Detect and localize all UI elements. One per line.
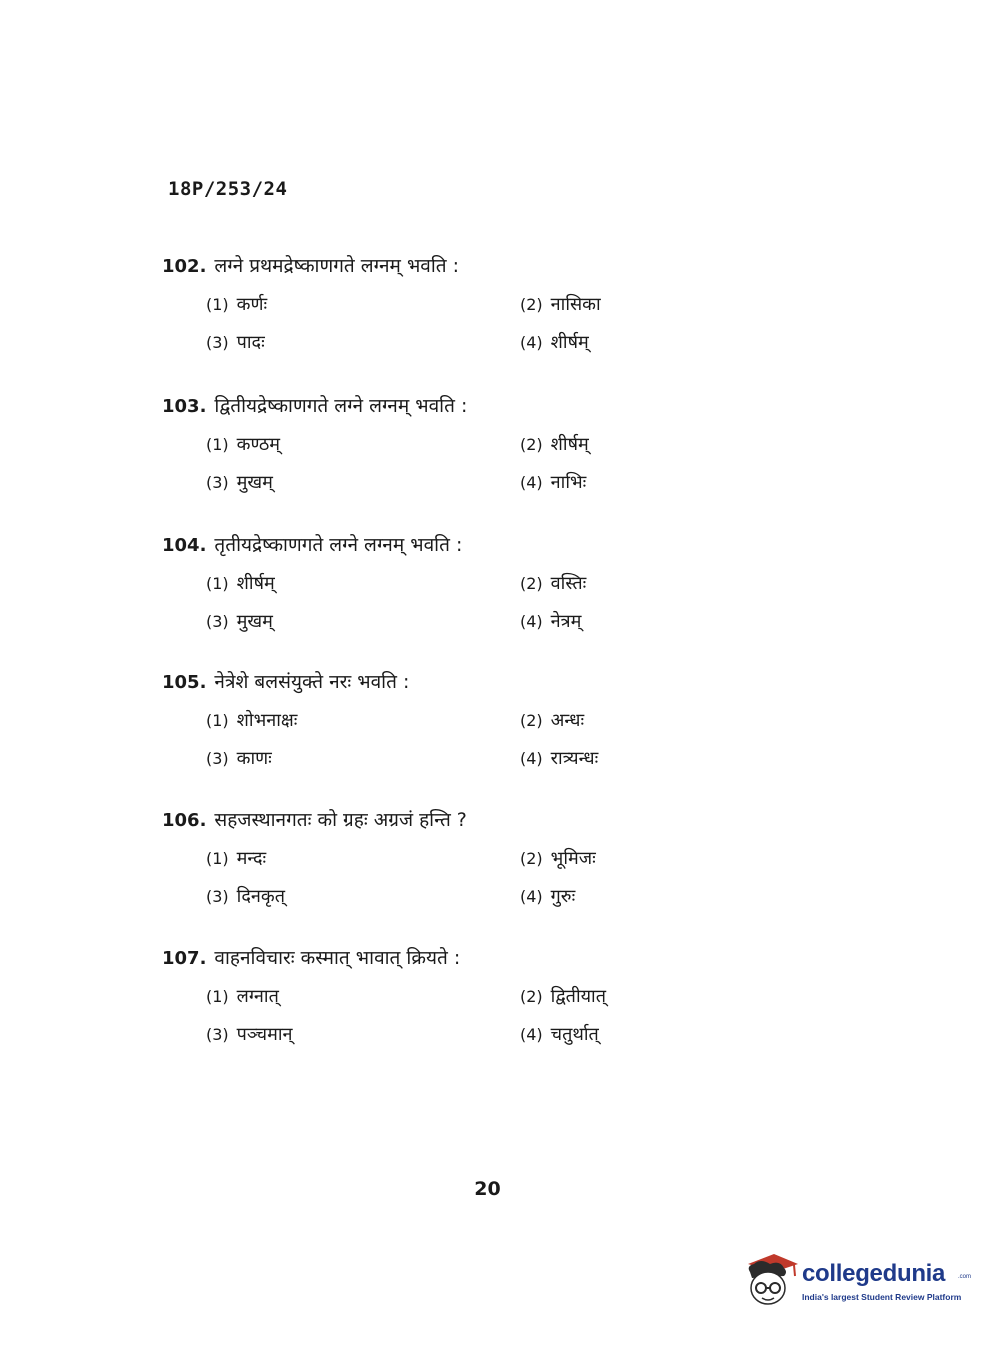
- option-number: (4): [520, 473, 543, 492]
- option-text: नाभिः: [550, 472, 587, 493]
- option-number: (3): [206, 333, 229, 352]
- option-number: (2): [520, 574, 543, 593]
- option-text: लग्नात्: [236, 986, 279, 1007]
- option-text: शीर्षम्: [550, 332, 589, 353]
- question-104: [162, 532, 722, 651]
- option-number: (3): [206, 473, 229, 492]
- question-stem: [162, 532, 722, 559]
- option-number: (2): [520, 711, 543, 730]
- option-2: [520, 984, 606, 1008]
- question-number: 103.: [162, 396, 207, 417]
- option-text: दिनकृत्: [236, 886, 285, 907]
- option-text: अन्धः: [550, 710, 585, 731]
- option-3: [206, 1022, 293, 1046]
- options: [162, 984, 722, 1064]
- page-number: 20: [474, 1178, 501, 1200]
- options: [162, 571, 722, 651]
- option-number: (1): [206, 987, 229, 1006]
- question-stem: [162, 669, 722, 696]
- option-text: शीर्षम्: [236, 573, 275, 594]
- question-text: वाहनविचारः कस्मात् भावात् क्रियते :: [214, 947, 461, 969]
- question-stem: [162, 807, 722, 834]
- logo-wordmark: collegedunia: [802, 1260, 946, 1287]
- question-number: 105.: [162, 672, 207, 693]
- option-text: रात्र्यन्धः: [550, 748, 599, 769]
- option-number: (4): [520, 612, 543, 631]
- option-number: (3): [206, 887, 229, 906]
- option-number: (1): [206, 295, 229, 314]
- question-number: 106.: [162, 810, 207, 831]
- option-text: नासिका: [550, 294, 601, 315]
- collegedunia-logo[interactable]: [740, 1250, 970, 1310]
- option-number: (1): [206, 849, 229, 868]
- option-4: [520, 1022, 599, 1046]
- option-text: कर्णः: [236, 294, 268, 315]
- option-number: (1): [206, 711, 229, 730]
- option-text: कण्ठम्: [236, 434, 281, 455]
- option-text: शीर्षम्: [550, 434, 589, 455]
- option-text: भूमिजः: [550, 848, 596, 869]
- logo-domain-suffix: .com: [958, 1274, 972, 1280]
- option-4: [520, 746, 598, 770]
- option-text: नेत्रम्: [550, 611, 582, 632]
- question-stem: [162, 945, 722, 972]
- options: [162, 432, 722, 512]
- option-4: [520, 330, 589, 354]
- option-3: [206, 470, 273, 494]
- option-number: (3): [206, 1025, 229, 1044]
- option-4: [520, 884, 575, 908]
- option-3: [206, 746, 272, 770]
- option-text: काणः: [236, 748, 272, 769]
- student-mascot-icon: [740, 1250, 802, 1310]
- question-text: तृतीयद्रेष्काणगते लग्ने लग्नम् भवति :: [214, 534, 463, 556]
- option-text: पञ्चमान्: [236, 1024, 293, 1045]
- option-3: [206, 609, 273, 633]
- option-number: (2): [520, 987, 543, 1006]
- option-number: (2): [520, 295, 543, 314]
- option-text: चतुर्थात्: [550, 1024, 599, 1045]
- option-number: (2): [520, 435, 543, 454]
- option-1: [206, 571, 275, 595]
- option-number: (4): [520, 887, 543, 906]
- option-number: (4): [520, 333, 543, 352]
- question-105: [162, 669, 722, 788]
- options: [162, 292, 722, 372]
- option-2: [520, 846, 596, 870]
- option-3: [206, 884, 285, 908]
- options: [162, 708, 722, 788]
- option-number: (3): [206, 612, 229, 631]
- option-number: (3): [206, 749, 229, 768]
- logo-tagline: India's largest Student Review Platform: [802, 1292, 962, 1302]
- question-107: [162, 945, 722, 1064]
- question-number: 102.: [162, 256, 207, 277]
- option-1: [206, 708, 297, 732]
- question-text: नेत्रेशे बलसंयुक्ते नरः भवति :: [214, 671, 410, 693]
- option-1: [206, 846, 266, 870]
- option-1: [206, 432, 280, 456]
- option-2: [520, 571, 586, 595]
- option-1: [206, 984, 279, 1008]
- question-stem: [162, 393, 722, 420]
- option-text: मन्दः: [236, 848, 267, 869]
- question-103: [162, 393, 722, 512]
- option-number: (1): [206, 574, 229, 593]
- option-number: (2): [520, 849, 543, 868]
- option-text: मुखम्: [236, 611, 273, 632]
- option-number: (4): [520, 749, 543, 768]
- question-106: [162, 807, 722, 926]
- option-text: द्वितीयात्: [550, 986, 606, 1007]
- option-2: [520, 432, 589, 456]
- option-text: वस्तिः: [550, 573, 587, 594]
- option-text: गुरुः: [550, 886, 576, 907]
- question-text: द्वितीयद्रेष्काणगते लग्ने लग्नम् भवति :: [214, 395, 468, 417]
- option-text: शोभनाक्षः: [236, 710, 298, 731]
- question-text: सहजस्थानगतः को ग्रहः अग्रजं हन्ति ?: [214, 809, 467, 831]
- option-2: [520, 708, 584, 732]
- question-102: [162, 253, 722, 372]
- paper-code: 18P/253/24: [168, 178, 288, 200]
- option-3: [206, 330, 265, 354]
- option-2: [520, 292, 601, 316]
- option-text: पादः: [236, 332, 265, 353]
- option-number: (1): [206, 435, 229, 454]
- option-1: [206, 292, 267, 316]
- option-number: (4): [520, 1025, 543, 1044]
- option-4: [520, 470, 586, 494]
- option-text: मुखम्: [236, 472, 273, 493]
- question-number: 107.: [162, 948, 207, 969]
- options: [162, 846, 722, 926]
- question-number: 104.: [162, 535, 207, 556]
- question-stem: [162, 253, 722, 280]
- option-4: [520, 609, 581, 633]
- question-text: लग्ने प्रथमद्रेष्काणगते लग्नम् भवति :: [214, 255, 460, 277]
